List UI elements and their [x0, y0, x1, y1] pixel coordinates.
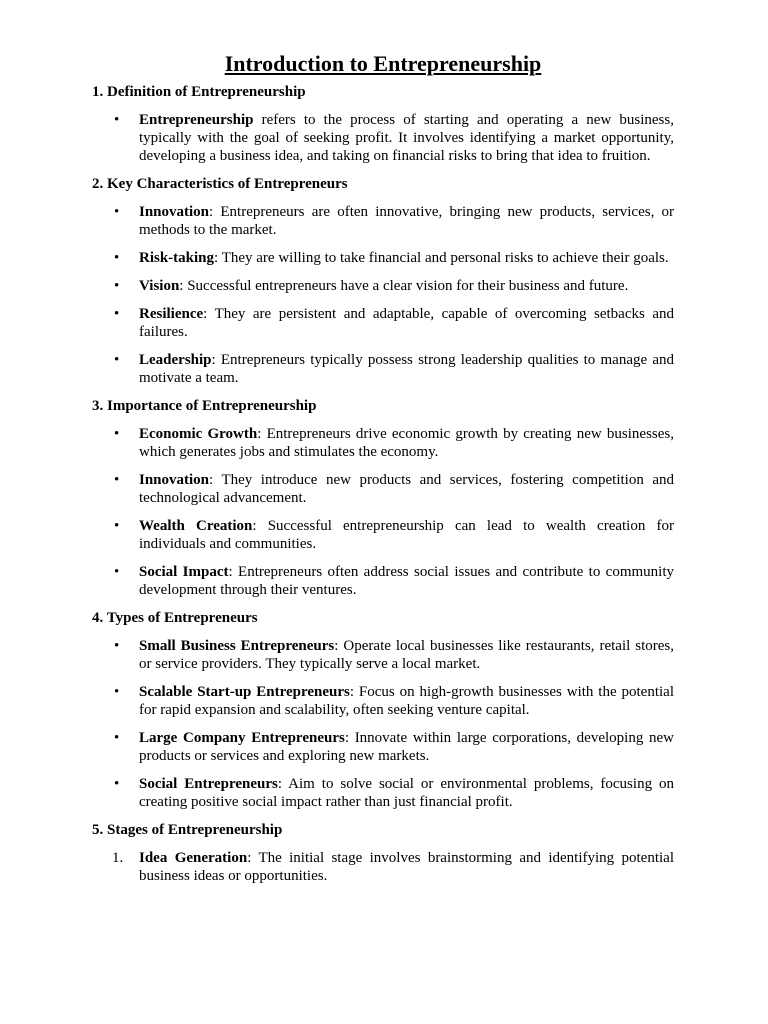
list-item	[92, 563, 674, 599]
item-separator: :	[334, 638, 344, 654]
item-term: Large Company Entrepreneurs	[139, 730, 345, 746]
item-separator: :	[209, 204, 221, 220]
list-item	[92, 305, 674, 341]
bullet-icon: •	[114, 518, 120, 534]
item-text: They are persistent and adaptable, capable of overcoming setbacks and failures.	[139, 306, 674, 340]
item-text: The initial stage involves brainstorming and identifying potential business ideas or opportunities.	[139, 850, 674, 884]
section-heading: 3. Importance of Entrepreneurship	[92, 398, 317, 414]
item-term: Vision	[139, 278, 180, 294]
list-item	[92, 277, 674, 295]
bullet-list	[92, 425, 674, 599]
section-heading: 5. Stages of Entrepreneurship	[92, 822, 283, 838]
document-title: Introduction to Entrepreneurship	[224, 51, 542, 76]
bullet-icon: •	[114, 638, 120, 654]
item-separator: :	[214, 250, 222, 266]
list-item	[92, 111, 674, 165]
bullet-icon: •	[114, 112, 120, 128]
section-types	[92, 609, 674, 811]
bullet-icon: •	[114, 352, 120, 368]
list-item	[92, 775, 674, 811]
list-item	[92, 425, 674, 461]
bullet-list	[92, 111, 674, 165]
item-term: Risk-taking	[139, 250, 215, 266]
numbered-list	[92, 849, 674, 885]
section-stages	[92, 821, 674, 885]
item-separator: :	[257, 426, 267, 442]
item-separator: :	[349, 684, 359, 700]
item-term: Innovation	[139, 472, 210, 488]
item-term: Scalable Start-up Entrepreneurs	[139, 684, 350, 700]
item-separator: :	[344, 730, 355, 746]
item-separator: :	[252, 518, 268, 534]
section-heading: 4. Types of Entrepreneurs	[92, 610, 258, 626]
bullet-icon: •	[114, 278, 120, 294]
item-text: Focus on high-growth businesses with the potential for rapid expansion and scalability, often seeking venture capital.	[139, 684, 674, 718]
item-text: Operate local businesses like restaurants, retail stores, or service providers. They typically serve a local market.	[139, 638, 675, 672]
item-text: Entrepreneurs typically possess strong leadership qualities to manage and motivate a team.	[139, 352, 674, 386]
bullet-icon: •	[114, 684, 120, 700]
bullet-list	[92, 637, 674, 811]
item-separator: :	[211, 352, 221, 368]
list-item	[92, 517, 674, 553]
item-term: Economic Growth	[139, 426, 258, 442]
item-term: Small Business Entrepreneurs	[139, 638, 335, 654]
item-number: 1.	[112, 850, 124, 866]
document-page	[92, 48, 674, 895]
bullet-icon: •	[114, 730, 120, 746]
item-term: Idea Generation	[139, 850, 248, 866]
bullet-icon: •	[114, 426, 120, 442]
item-separator: :	[203, 306, 215, 322]
item-term: Resilience	[139, 306, 204, 322]
item-separator: :	[247, 850, 259, 866]
item-text: Aim to solve social or environmental problems, focusing on creating positive social impact rather than just financial profit.	[139, 776, 674, 810]
item-separator: :	[228, 564, 239, 580]
section-characteristics	[92, 175, 674, 387]
bullet-icon: •	[114, 204, 120, 220]
bullet-icon: •	[114, 564, 120, 580]
item-term: Entrepreneurship	[139, 112, 254, 128]
list-item	[92, 249, 674, 267]
item-term: Innovation	[139, 204, 210, 220]
item-term: Leadership	[139, 352, 212, 368]
item-text: Innovate within large corporations, developing new products or services and exploring new markets.	[139, 730, 675, 764]
item-text: Entrepreneurs drive economic growth by creating new businesses, which generates jobs and stimulates the economy.	[139, 426, 674, 460]
list-item	[92, 203, 674, 239]
list-item	[92, 849, 674, 885]
item-text: Successful entrepreneurship can lead to wealth creation for individuals and communities.	[139, 518, 674, 552]
item-separator: :	[209, 472, 222, 488]
item-term: Social Entrepreneurs	[139, 776, 278, 792]
list-item	[92, 351, 674, 387]
section-heading: 2. Key Characteristics of Entrepreneurs	[92, 176, 348, 192]
bullet-list	[92, 203, 674, 387]
item-text: They are willing to take financial and personal risks to achieve their goals.	[221, 250, 669, 266]
item-text: They introduce new products and services, fostering competition and technological advancement.	[139, 472, 674, 506]
list-item	[92, 637, 674, 673]
item-term: Wealth Creation	[139, 518, 253, 534]
item-text: refers to the process of starting and operating a new business, typically with the goal of seeking profit. It involves identifying a market opportunity, developing a business idea, and taking on financial risks to bring that idea to fruition.	[139, 112, 674, 164]
section-importance	[92, 397, 674, 599]
bullet-icon: •	[114, 472, 120, 488]
item-term: Social Impact	[139, 564, 229, 580]
section-definition	[92, 83, 674, 165]
item-separator: :	[179, 278, 188, 294]
item-separator: :	[277, 776, 289, 792]
list-item	[92, 683, 674, 719]
item-separator	[253, 112, 261, 128]
bullet-icon: •	[114, 306, 120, 322]
item-text: Entrepreneurs often address social issues and contribute to community development through their ventures.	[139, 564, 674, 598]
list-item	[92, 729, 674, 765]
bullet-icon: •	[114, 776, 120, 792]
section-heading: 1. Definition of Entrepreneurship	[92, 84, 306, 100]
item-text: Successful entrepreneurs have a clear vision for their business and future.	[187, 278, 629, 294]
bullet-icon: •	[114, 250, 120, 266]
item-text: Entrepreneurs are often innovative, bringing new products, services, or methods to the market.	[139, 204, 674, 238]
list-item	[92, 471, 674, 507]
